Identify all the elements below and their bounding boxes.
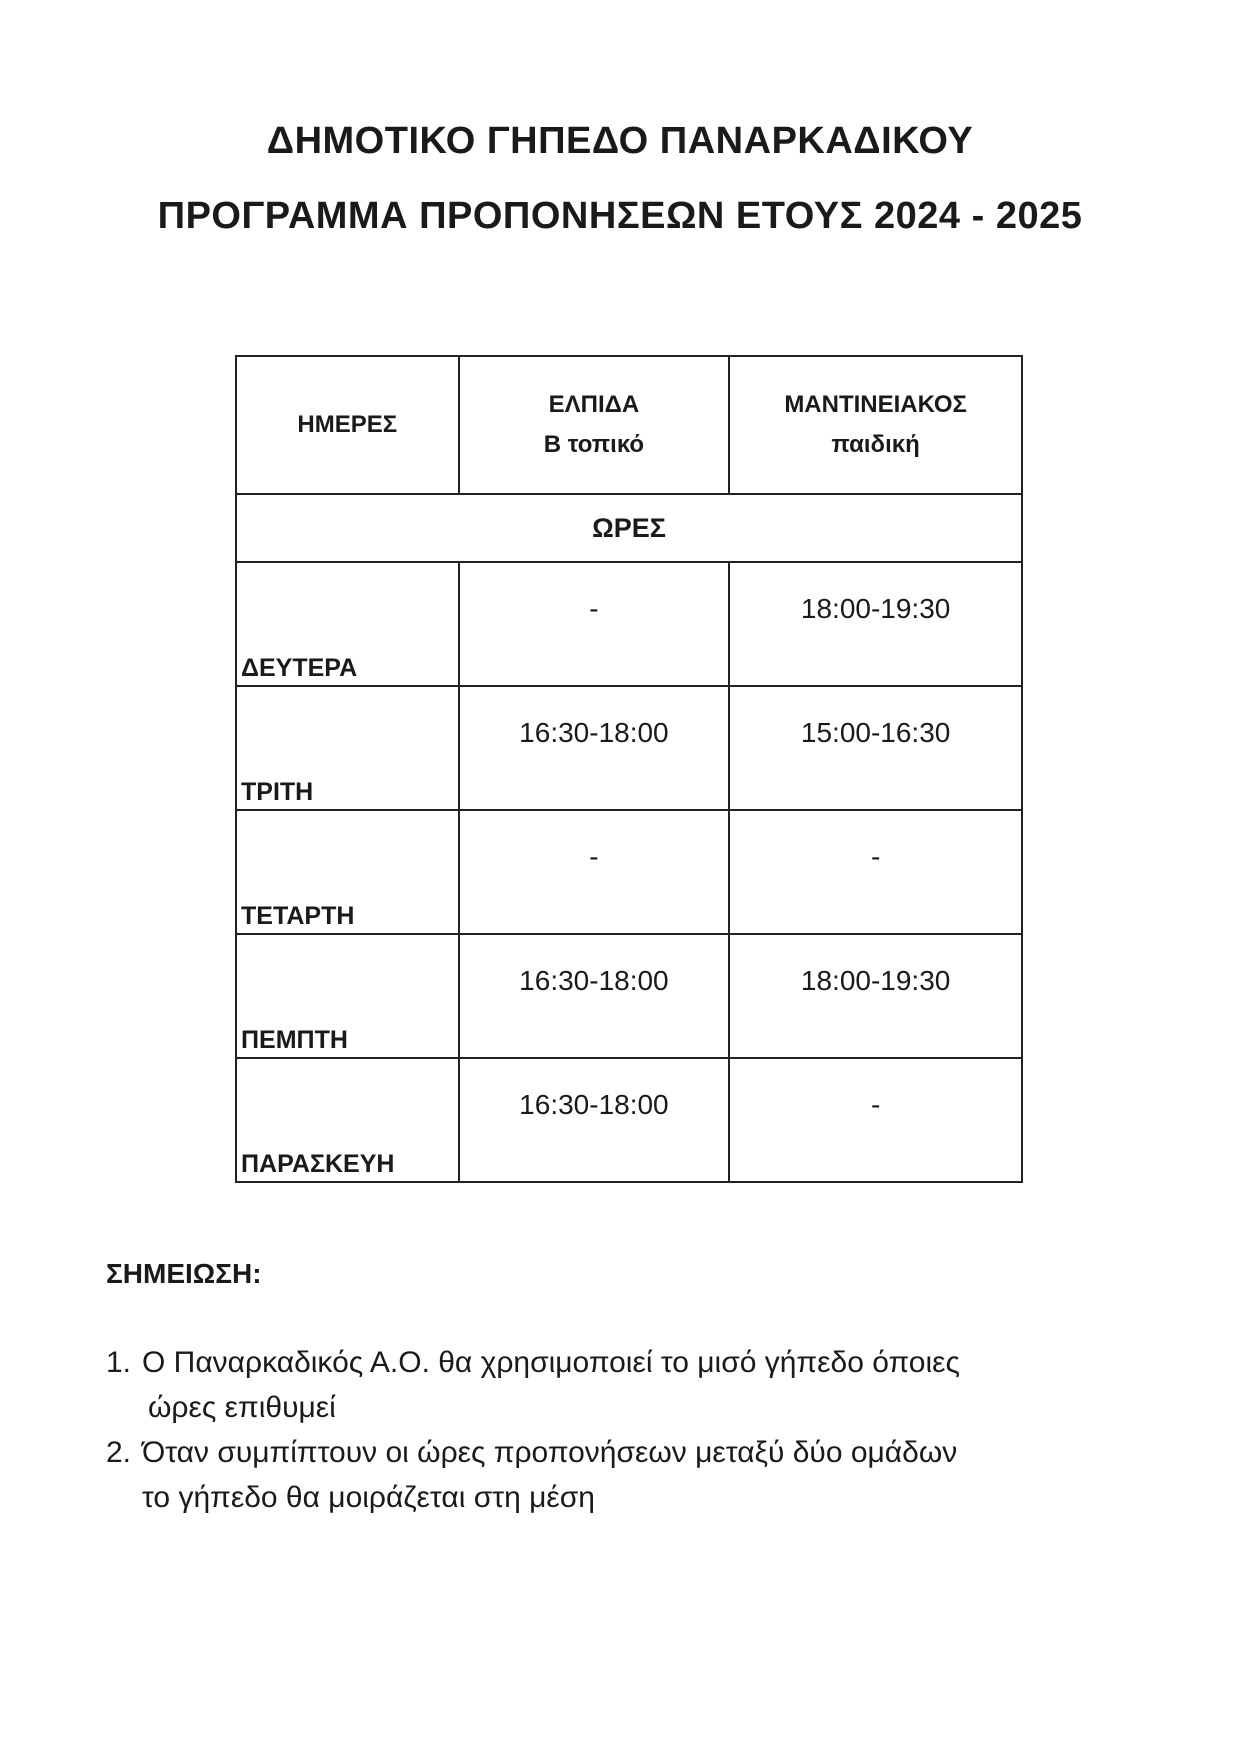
day-cell: ΠΑΡΑΣΚΕΥΗ [236, 1058, 459, 1182]
time-cell: 18:00-19:30 [729, 934, 1022, 1058]
hours-row [236, 494, 1022, 562]
table-header-row [236, 356, 1022, 494]
training-schedule-table [235, 355, 1023, 1183]
time-cell: 16:30-18:00 [459, 934, 730, 1058]
list-item [106, 1340, 1126, 1430]
notes-heading: ΣΗΜΕΙΩΣΗ: [106, 1258, 262, 1289]
table-row [236, 934, 1022, 1058]
note-text-line: Όταν συμπίπτουν οι ώρες προπονήσεων μεταξύ δύο ομάδων [142, 1436, 958, 1469]
header-days: ΗΜΕΡΕΣ [236, 356, 459, 494]
document-title: ΔΗΜΟΤΙΚΟ ΓΗΠΕΔΟ ΠΑΝΑΡΚΑΔΙΚΟΥ [266, 120, 974, 162]
table-row [236, 686, 1022, 810]
hours-label: ΩΡΕΣ [236, 494, 1022, 562]
time-cell: 16:30-18:00 [459, 686, 730, 810]
time-cell: 16:30-18:00 [459, 1058, 730, 1182]
time-cell: - [729, 810, 1022, 934]
header-team-mantineiakos: ΜΑΝΤΙΝΕΙΑΚΟΣ παιδική [729, 356, 1022, 494]
time-cell: 18:00-19:30 [729, 562, 1022, 686]
day-cell: ΤΕΤΑΡΤΗ [236, 810, 459, 934]
table-row [236, 1058, 1022, 1182]
time-cell: - [459, 562, 730, 686]
day-cell: ΤΡΙΤΗ [236, 686, 459, 810]
time-cell: - [459, 810, 730, 934]
note-number: 2. [106, 1436, 132, 1469]
header-team-elpida: ΕΛΠΙΔΑ Β τοπικό [459, 356, 730, 494]
note-text-line: το γήπεδο θα μοιράζεται στη μέση [142, 1481, 595, 1514]
time-cell: 15:00-16:30 [729, 686, 1022, 810]
notes-list [106, 1340, 1126, 1520]
time-cell: - [729, 1058, 1022, 1182]
table-row [236, 562, 1022, 686]
table-row [236, 810, 1022, 934]
note-text-line: ώρες επιθυμεί [148, 1391, 336, 1424]
list-item [106, 1430, 1126, 1520]
day-cell: ΠΕΜΠΤΗ [236, 934, 459, 1058]
note-text-line: Ο Παναρκαδικός Α.Ο. θα χρησιμοποιεί το μισό γήπεδο όποιες [142, 1346, 960, 1379]
document-subtitle: ΠΡΟΓΡΑΜΜΑ ΠΡΟΠΟΝΗΣΕΩΝ ΕΤΟΥΣ 2024 - 2025 [157, 195, 1083, 237]
day-cell: ΔΕΥΤΕΡΑ [236, 562, 459, 686]
note-number: 1. [106, 1346, 132, 1379]
